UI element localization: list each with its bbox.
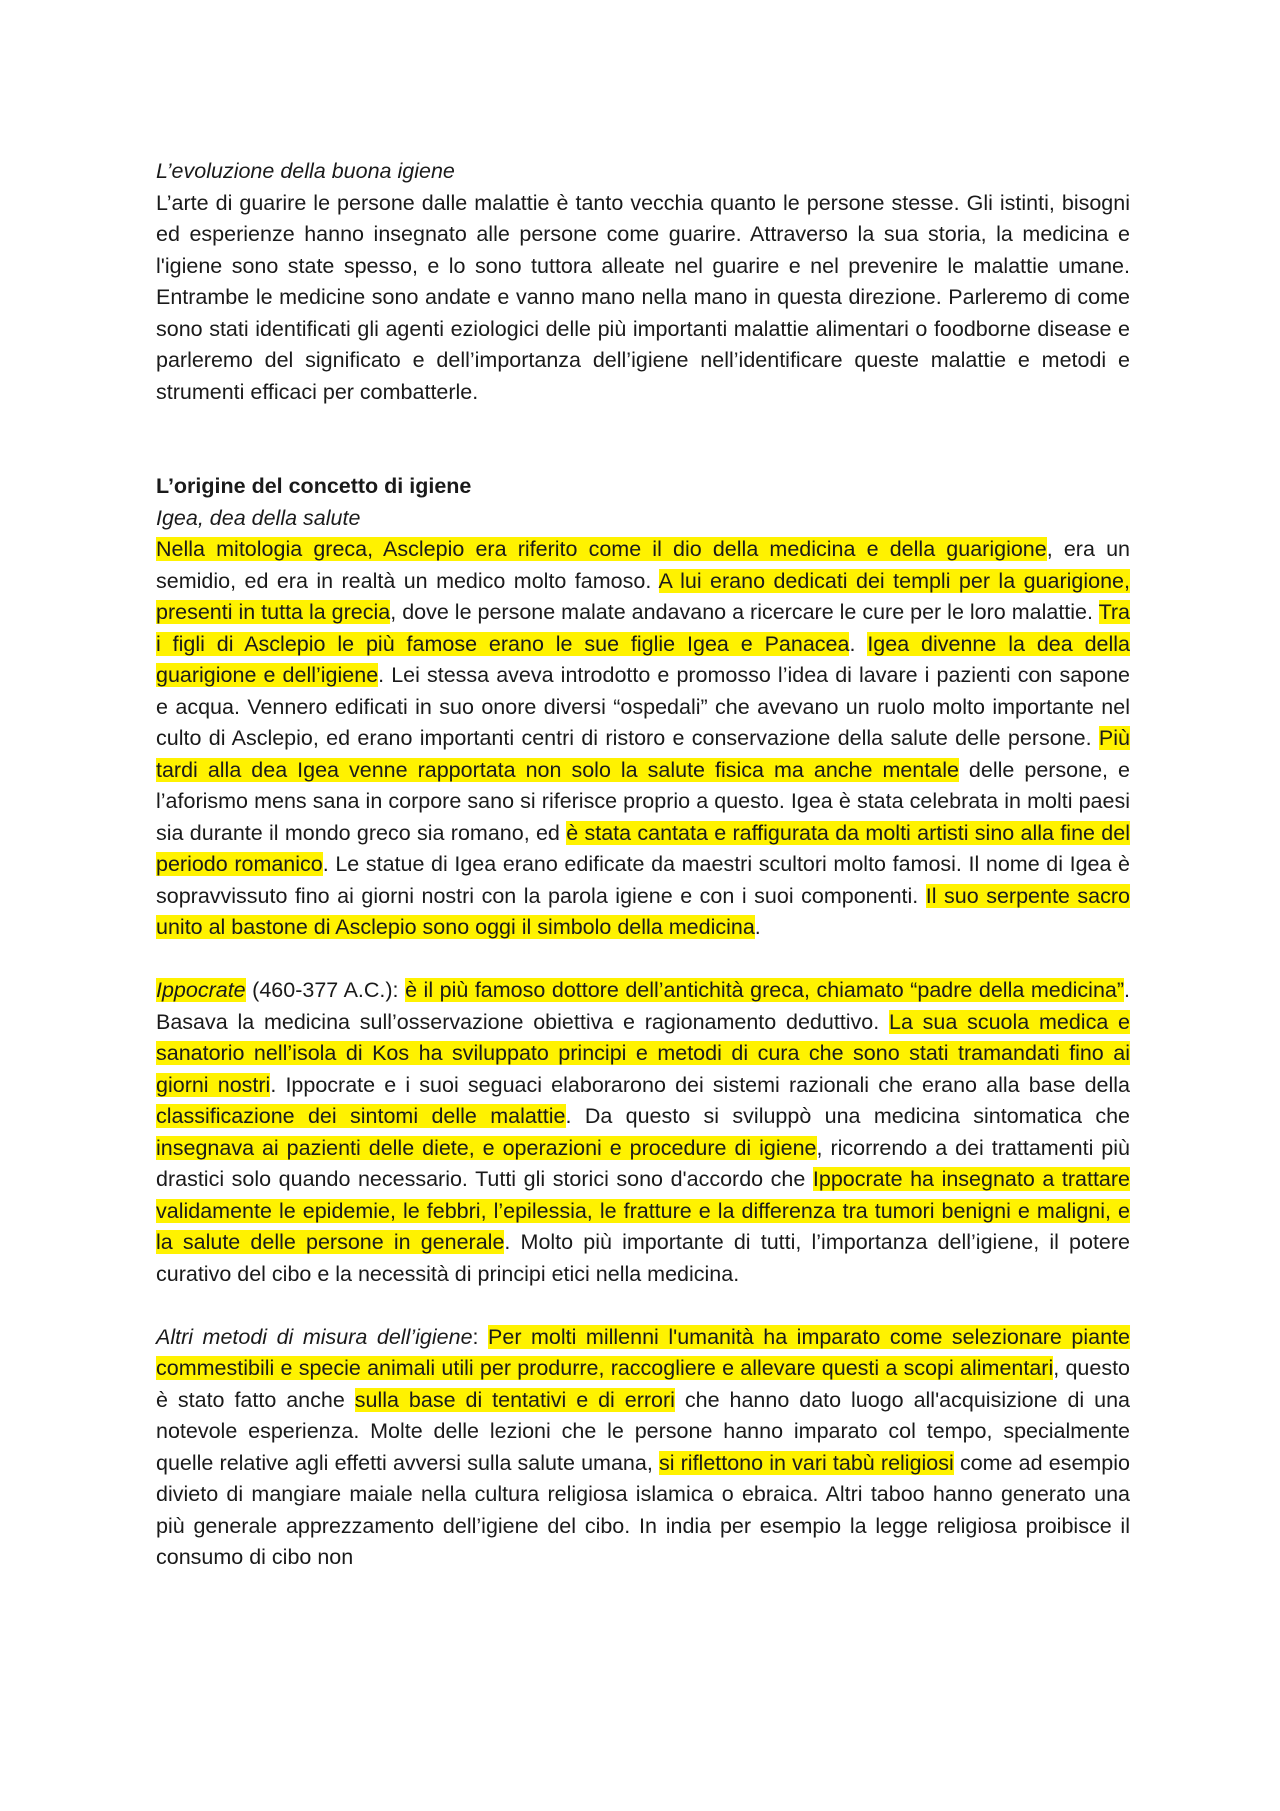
text-run: , questo è stato fatto anche	[156, 1356, 1130, 1412]
highlight: A lui erano dedicati dei templi per la guarigione, presenti in tutta la grecia	[156, 568, 1130, 624]
ippocrate-paragraph	[156, 975, 1130, 1290]
highlight: Tra i figli di Asclepio le più famose erano le sue figlie Igea e Panacea	[156, 600, 1131, 656]
text-run: delle persone, e l’aforismo mens sana in corpore sano si riferisce proprio a questo. Igea è stata celebrata in molti paesi sia durante il mondo greco sia romano, ed	[156, 757, 1130, 845]
term-label: Altri metodi di misura dell’igiene	[156, 1324, 473, 1349]
text-run: come ad esempio divieto di mangiare maiale nella cultura religiosa islamica o ebraica. Altri taboo hanno generato una più generale apprezzamento dell’igiene del cibo. In india per esempio la legge religiosa proibisce il consumo di cibo non	[156, 1450, 1130, 1569]
text-run: . Le statue di Igea erano edificate da maestri scultori molto famosi. Il nome di Igea è sopravvissuto fino ai giorni nostri con la parola igiene e con i suoi componenti.	[156, 852, 1130, 908]
text-run: .	[754, 915, 761, 939]
highlight: Ippocrate ha insegnato a trattare validamente le epidemie, le febbri, l’epilessia, le fratture e la differenza tra tumori benigni e maligni, e la salute delle persone in generale	[156, 1167, 1130, 1254]
document-page	[156, 156, 1130, 1574]
text-run: . Lei stessa aveva introdotto e promosso l’idea di lavare i pazienti con sapone e acqua. Vennero edificati in suo onore diversi “ospedali” che avevano un ruolo molto importante nel culto di Asclepio, ed erano importanti centri di ristoro e conservazione della salute delle persone.	[156, 663, 1130, 750]
intro-paragraph: L’arte di guarire le persone dalle malattie è tanto vecchia quanto le persone stesse. Gli istinti, bisogni ed esperienze hanno insegnato alle persone come guarire. Attraverso la sua storia, la medicina e l'igiene sono state spesso, e lo sono tuttora alleate nel guarire e nel prevenire le malattie umane. Entrambe le medicine sono andate e vanno mano nella mano in questa direzione. Parleremo di come sono stati identificati gli agenti eziologici delle più importanti malattie alimentari o foodborne disease e parleremo del significato e dell’importanza dell’igiene nell’identificare queste malattie e metodi e strumenti efficaci per combatterle.	[156, 190, 1130, 404]
highlight: sulla base di tentativi e di errori	[354, 1387, 675, 1412]
highlight: Per molti millenni l'umanità ha imparato come selezionare piante commestibili e specie animali utili per produrre, raccogliere e allevare questi a scopi alimentari	[156, 1324, 1130, 1380]
altri-metodi-paragraph	[156, 1322, 1130, 1574]
section-heading: L’origine del concetto di igiene	[156, 474, 472, 498]
spacer	[156, 1290, 1130, 1322]
intro-title: L’evoluzione della buona igiene	[156, 159, 455, 183]
section-subheading: Igea, dea della salute	[156, 505, 361, 530]
text-run: . Molto più importante di tutti, l’importanza dell’igiene, il potere curativo del cibo e la necessità di principi etici nella medicina.	[156, 1230, 1130, 1286]
igea-paragraph	[156, 534, 1130, 944]
highlight: Il suo serpente sacro unito al bastone di Asclepio sono oggi il simbolo della medicina	[156, 883, 1130, 939]
text-run: :	[472, 1324, 489, 1349]
highlight: è stata cantata e raffigurata da molti artisti sino alla fine del periodo romanico	[156, 820, 1130, 876]
text-run: che hanno dato luogo all'acquisizione di una notevole esperienza. Molte delle lezioni che le persone hanno imparato col tempo, specialmente quelle relative agli effetti avversi sulla salute umana,	[156, 1387, 1130, 1475]
text-run: . Da questo si sviluppò una medicina sintomatica che	[565, 1104, 1130, 1128]
highlight: classificazione dei sintomi delle malattie	[156, 1104, 566, 1128]
text-run: . Basava la medicina sull’osservazione obiettiva e ragionamento deduttivo.	[156, 978, 1131, 1034]
text-run: .	[849, 631, 868, 656]
text-run: , era un semidio, ed era in realtà un medico molto famoso.	[156, 537, 1130, 593]
highlight: Igea divenne la dea della guarigione e dell’igiene	[156, 631, 1131, 687]
highlight: si riflettono in vari tabù religiosi	[658, 1450, 954, 1475]
highlight: è il più famoso dottore dell’antichità greca, chiamato “padre della medicina”	[405, 978, 1125, 1002]
spacer	[156, 408, 1130, 471]
spacer	[156, 944, 1130, 976]
text-run: , ricorrendo a dei trattamenti più drastici solo quando necessario. Tutti gli storici sono d'accordo che	[156, 1135, 1130, 1191]
highlight: insegnava ai pazienti delle diete, e operazioni e procedure di igiene	[156, 1135, 817, 1160]
text-run: , dove le persone malate andavano a ricercare le cure per le loro malattie.	[390, 600, 1099, 624]
highlight: Più tardi alla dea Igea venne rapportata non solo la salute fisica ma anche mentale	[156, 726, 1130, 782]
text-run: (460-377 A.C.):	[245, 978, 406, 1002]
text-run: . Ippocrate e i suoi seguaci elaborarono dei sistemi razionali che erano alla base della	[270, 1072, 1130, 1097]
highlight-term: Ippocrate	[156, 978, 246, 1002]
highlight: La sua scuola medica e sanatorio nell’isola di Kos ha sviluppato principi e metodi di cura che sono stati tramandati fino ai giorni nostri	[156, 1009, 1130, 1097]
highlight: Nella mitologia greca, Asclepio era riferito come il dio della medicina e della guarigione	[156, 537, 1047, 561]
